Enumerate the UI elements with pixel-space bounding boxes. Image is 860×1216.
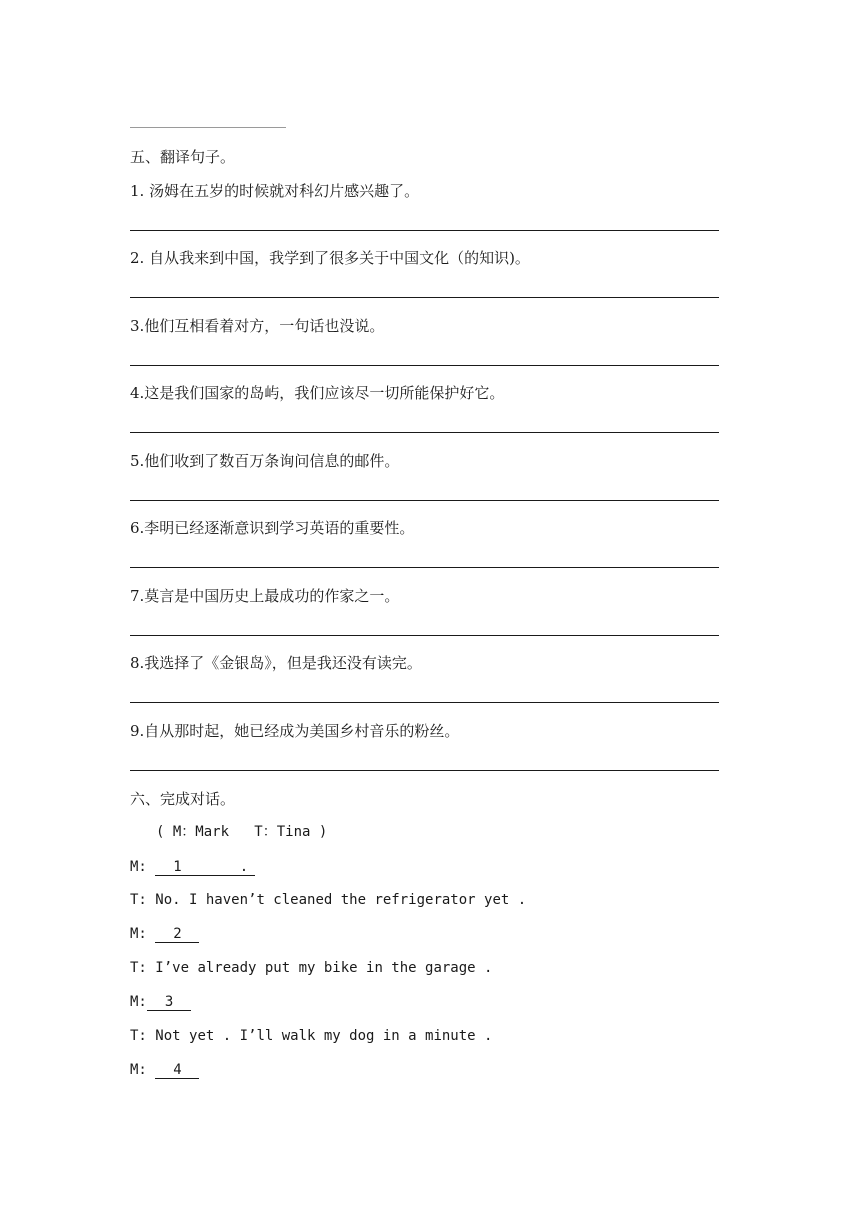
answer-line-8 <box>130 702 719 703</box>
translate-item-3: 3.他们互相看着对方，一句话也没说。 <box>130 317 385 335</box>
answer-line-5 <box>130 500 719 501</box>
section-6-title: 六、完成对话。 <box>130 790 236 808</box>
answer-line-1 <box>130 230 719 231</box>
dialogue-line-6 <box>130 1026 492 1046</box>
dialogue-text: Not yet . I’ll walk my dog in a minute . <box>155 1028 493 1044</box>
answer-line-9 <box>130 770 719 771</box>
blank-number: 3 <box>164 994 174 1010</box>
blank-suffix: . <box>239 859 249 875</box>
translate-item-8: 8.我选择了《金银岛》，但是我还没有读完。 <box>130 654 422 672</box>
dialogue-text: I’ve already put my bike in the garage . <box>155 960 493 976</box>
section-5-title: 五、翻译句子。 <box>130 148 236 166</box>
answer-blank-3[interactable] <box>147 994 191 1011</box>
speaker-label: T: <box>130 1028 147 1044</box>
answer-blank-2[interactable] <box>155 926 199 943</box>
translate-item-7: 7.莫言是中国历史上最成功的作家之一。 <box>130 587 400 605</box>
speaker-label: T: <box>130 960 147 976</box>
header-divider <box>130 127 286 128</box>
speaker-label: M: <box>130 926 147 942</box>
translate-item-6: 6.李明已经逐渐意识到学习英语的重要性。 <box>130 519 415 537</box>
speaker-label: M: <box>130 1062 147 1078</box>
answer-blank-4[interactable] <box>155 1062 199 1079</box>
dialogue-line-7 <box>130 1060 199 1080</box>
answer-blank-1[interactable] <box>155 859 255 876</box>
speaker-label: M: <box>130 994 147 1010</box>
dialogue-line-3 <box>130 924 199 944</box>
answer-line-7 <box>130 635 719 636</box>
blank-number: 1 <box>173 859 182 875</box>
answer-line-6 <box>130 567 719 568</box>
translate-item-5: 5.他们收到了数百万条询问信息的邮件。 <box>130 452 400 470</box>
dialogue-line-5 <box>130 992 191 1012</box>
translate-item-1: 1. 汤姆在五岁的时候就对科幻片感兴趣了。 <box>130 182 420 200</box>
translate-item-2: 2. 自从我来到中国，我学到了很多关于中国文化（的知识)。 <box>130 249 530 267</box>
speaker-label: M: <box>130 859 147 875</box>
speaker-label: T: <box>130 892 147 908</box>
answer-line-2 <box>130 297 719 298</box>
answer-line-3 <box>130 365 719 366</box>
dialogue-roles: ( M：Mark T：Tina ) <box>156 824 328 840</box>
blank-number: 2 <box>173 926 182 942</box>
translate-item-4: 4.这是我们国家的岛屿，我们应该尽一切所能保护好它。 <box>130 384 505 402</box>
dialogue-line-4 <box>130 958 492 978</box>
answer-line-4 <box>130 432 719 433</box>
dialogue-line-2 <box>130 890 526 910</box>
dialogue-line-1 <box>130 857 255 877</box>
blank-number: 4 <box>173 1062 182 1078</box>
dialogue-text: No. I haven’t cleaned the refrigerator yet . <box>155 892 527 908</box>
translate-item-9: 9.自从那时起，她已经成为美国乡村音乐的粉丝。 <box>130 722 460 740</box>
